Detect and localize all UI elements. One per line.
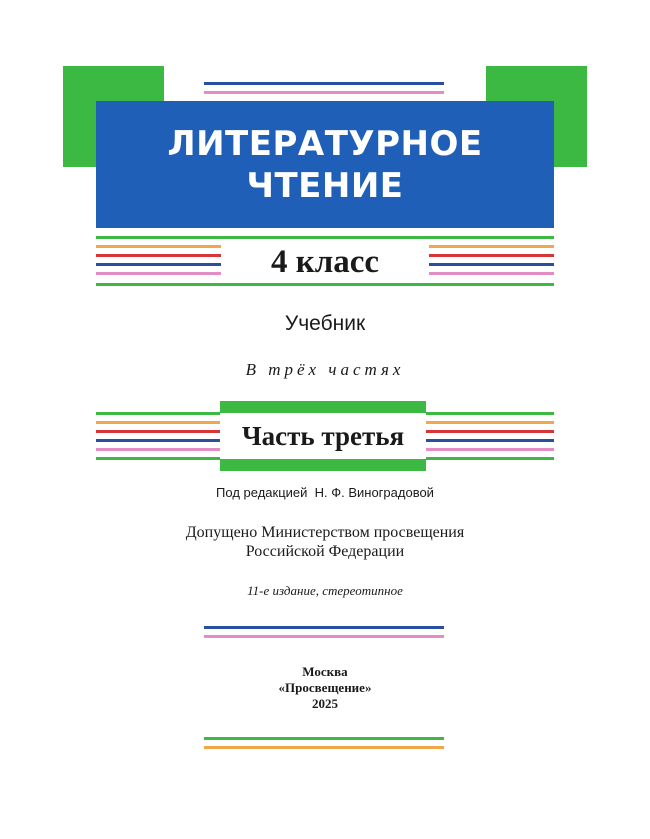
decor-stripe: [204, 91, 444, 94]
approval-line-1: Допущено Министерством просвещения: [185, 524, 465, 541]
approval-line-2: Российской Федерации: [245, 543, 405, 560]
book-type: Учебник: [284, 312, 366, 335]
decor-stripe: [204, 635, 444, 638]
decor-stripe: [429, 245, 554, 248]
decor-stripe: [429, 254, 554, 257]
title-line-2: ЧТЕНИЕ: [246, 165, 404, 206]
decor-stripe: [96, 263, 221, 266]
decor-stripe: [96, 254, 221, 257]
decor-stripe: [204, 82, 444, 85]
decor-stripe: [429, 263, 554, 266]
editor-line: Под редакцией Н. Ф. Виноградовой: [216, 485, 434, 500]
parts-note: В трёх частях: [245, 360, 405, 379]
decor-stripe: [204, 737, 444, 740]
decor-stripe: [429, 272, 554, 275]
title-line-1: ЛИТЕРАТУРНОЕ: [167, 123, 483, 164]
decor-stripe: [204, 626, 444, 629]
title-banner: [96, 101, 554, 228]
publisher-name: «Просвещение»: [278, 680, 372, 695]
decor-stripe: [204, 746, 444, 749]
part-label: Часть третья: [220, 413, 426, 459]
publisher-city: Москва: [302, 664, 348, 679]
decor-stripe: [96, 272, 221, 275]
publisher-year: 2025: [312, 696, 338, 711]
grade-label: 4 класс: [270, 243, 380, 280]
decor-stripe: [96, 245, 221, 248]
edition-line: 11-е издание, стереотипное: [247, 583, 403, 598]
